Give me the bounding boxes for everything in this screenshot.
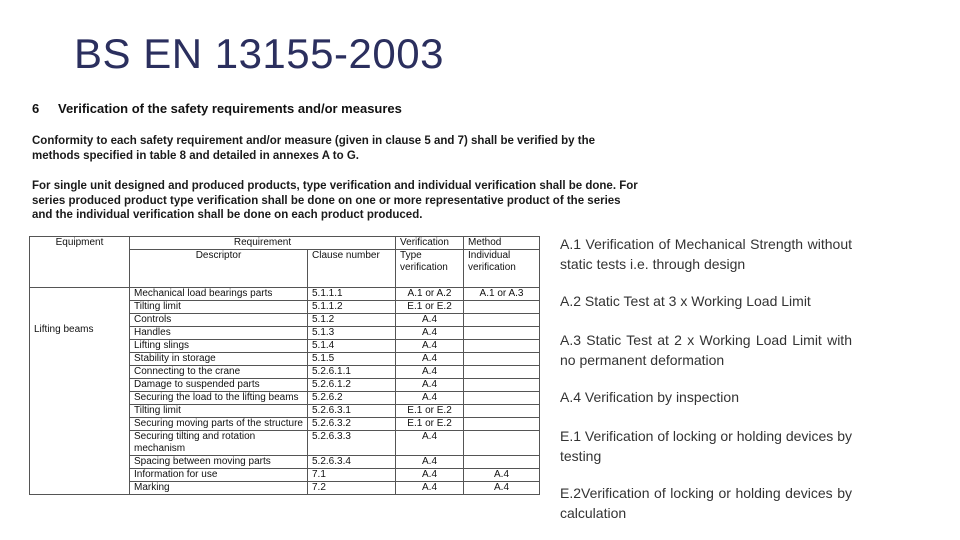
type-verification-cell: A.1 or A.2 [396, 288, 464, 301]
section-heading [32, 101, 402, 116]
type-verification-cell: A.4 [396, 314, 464, 327]
type-verification-cell: A.4 [396, 366, 464, 379]
type-verification-cell: A.4 [396, 431, 464, 456]
clause-cell: 5.2.6.3.2 [308, 418, 396, 431]
clause-cell: 5.2.6.2 [308, 392, 396, 405]
note-a3: A.3 Static Test at 2 x Working Load Limit with no permanent deformation [560, 332, 852, 368]
descriptor-cell: Handles [130, 327, 308, 340]
type-verification-cell: A.4 [396, 456, 464, 469]
descriptor-cell: Marking [130, 482, 308, 495]
individual-verification-cell [464, 353, 540, 366]
individual-verification-cell [464, 301, 540, 314]
header-requirement: Requirement [130, 237, 396, 250]
clause-cell: 7.2 [308, 482, 396, 495]
clause-cell: 5.1.3 [308, 327, 396, 340]
type-verification-cell: A.4 [396, 340, 464, 353]
note-a4: A.4 Verification by inspection [560, 389, 739, 405]
descriptor-cell: Damage to suspended parts [130, 379, 308, 392]
individual-verification-cell [464, 456, 540, 469]
note-a1: A.1 Verification of Mechanical Strength without static tests i.e. through design [560, 236, 852, 272]
clause-cell: 5.1.1.1 [308, 288, 396, 301]
individual-verification-cell [464, 366, 540, 379]
individual-verification-cell [464, 418, 540, 431]
table-row [30, 288, 540, 301]
descriptor-cell: Tilting limit [130, 405, 308, 418]
table-body [30, 288, 540, 495]
clause-cell: 5.1.5 [308, 353, 396, 366]
verification-table [29, 236, 540, 495]
individual-verification-cell [464, 405, 540, 418]
header-individual-verification: Individual verification [464, 250, 540, 288]
individual-verification-cell [464, 327, 540, 340]
clause-cell: 5.2.6.1.1 [308, 366, 396, 379]
type-verification-cell: E.1 or E.2 [396, 418, 464, 431]
type-verification-cell: A.4 [396, 379, 464, 392]
individual-verification-cell [464, 392, 540, 405]
header-descriptor: Descriptor [130, 250, 308, 288]
type-verification-cell: E.1 or E.2 [396, 301, 464, 314]
descriptor-cell: Tilting limit [130, 301, 308, 314]
header-type-verification: Type verification [396, 250, 464, 288]
individual-verification-cell [464, 314, 540, 327]
type-verification-cell: E.1 or E.2 [396, 405, 464, 418]
clause-cell: 5.1.1.2 [308, 301, 396, 314]
descriptor-cell: Spacing between moving parts [130, 456, 308, 469]
descriptor-cell: Controls [130, 314, 308, 327]
individual-verification-cell [464, 340, 540, 353]
note-e2: E.2Verification of locking or holding devices by calculation [560, 485, 852, 521]
header-method: Method [464, 237, 540, 250]
type-verification-cell: A.4 [396, 482, 464, 495]
type-verification-cell: A.4 [396, 469, 464, 482]
header-verification: Verification [396, 237, 464, 250]
descriptor-cell: Securing the load to the lifting beams [130, 392, 308, 405]
type-verification-cell: A.4 [396, 392, 464, 405]
clause-cell: 5.2.6.3.4 [308, 456, 396, 469]
verification-paragraph: For single unit designed and produced products, type verification and individual verification shall be done. For series produced product type verification shall be done on one or more representative product of the series and the individual verification shall be done on each product produced. [32, 180, 638, 221]
clause-cell: 5.2.6.3.1 [308, 405, 396, 418]
type-verification-cell: A.4 [396, 327, 464, 340]
descriptor-cell: Lifting slings [130, 340, 308, 353]
clause-cell: 5.1.2 [308, 314, 396, 327]
clause-cell: 5.2.6.3.3 [308, 431, 396, 456]
clause-cell: 5.2.6.1.2 [308, 379, 396, 392]
section-heading-text: Verification of the safety requirements and/or measures [58, 101, 402, 116]
individual-verification-cell: A.1 or A.3 [464, 288, 540, 301]
note-e1: E.1 Verification of locking or holding devices by testing [560, 428, 852, 464]
descriptor-cell: Mechanical load bearings parts [130, 288, 308, 301]
page-title: BS EN 13155-2003 [74, 30, 444, 77]
descriptor-cell: Stability in storage [130, 353, 308, 366]
individual-verification-cell: A.4 [464, 469, 540, 482]
clause-cell: 7.1 [308, 469, 396, 482]
descriptor-cell: Securing moving parts of the structure [130, 418, 308, 431]
individual-verification-cell: A.4 [464, 482, 540, 495]
individual-verification-cell [464, 431, 540, 456]
conformity-paragraph: Conformity to each safety requirement and/or measure (given in clause 5 and 7) shall be verified by the methods specified in table 8 and detailed in annexes A to G. [32, 135, 596, 162]
note-a2: A.2 Static Test at 3 x Working Load Limit [560, 293, 811, 309]
clause-cell: 5.1.4 [308, 340, 396, 353]
type-verification-cell: A.4 [396, 353, 464, 366]
section-number: 6 [32, 101, 40, 116]
header-equipment: Equipment [30, 237, 130, 288]
descriptor-cell: Securing tilting and rotation mechanism [130, 431, 308, 456]
descriptor-cell: Information for use [130, 469, 308, 482]
equipment-cell: Lifting beams [30, 288, 130, 495]
individual-verification-cell [464, 379, 540, 392]
descriptor-cell: Connecting to the crane [130, 366, 308, 379]
header-clause-number: Clause number [308, 250, 396, 288]
